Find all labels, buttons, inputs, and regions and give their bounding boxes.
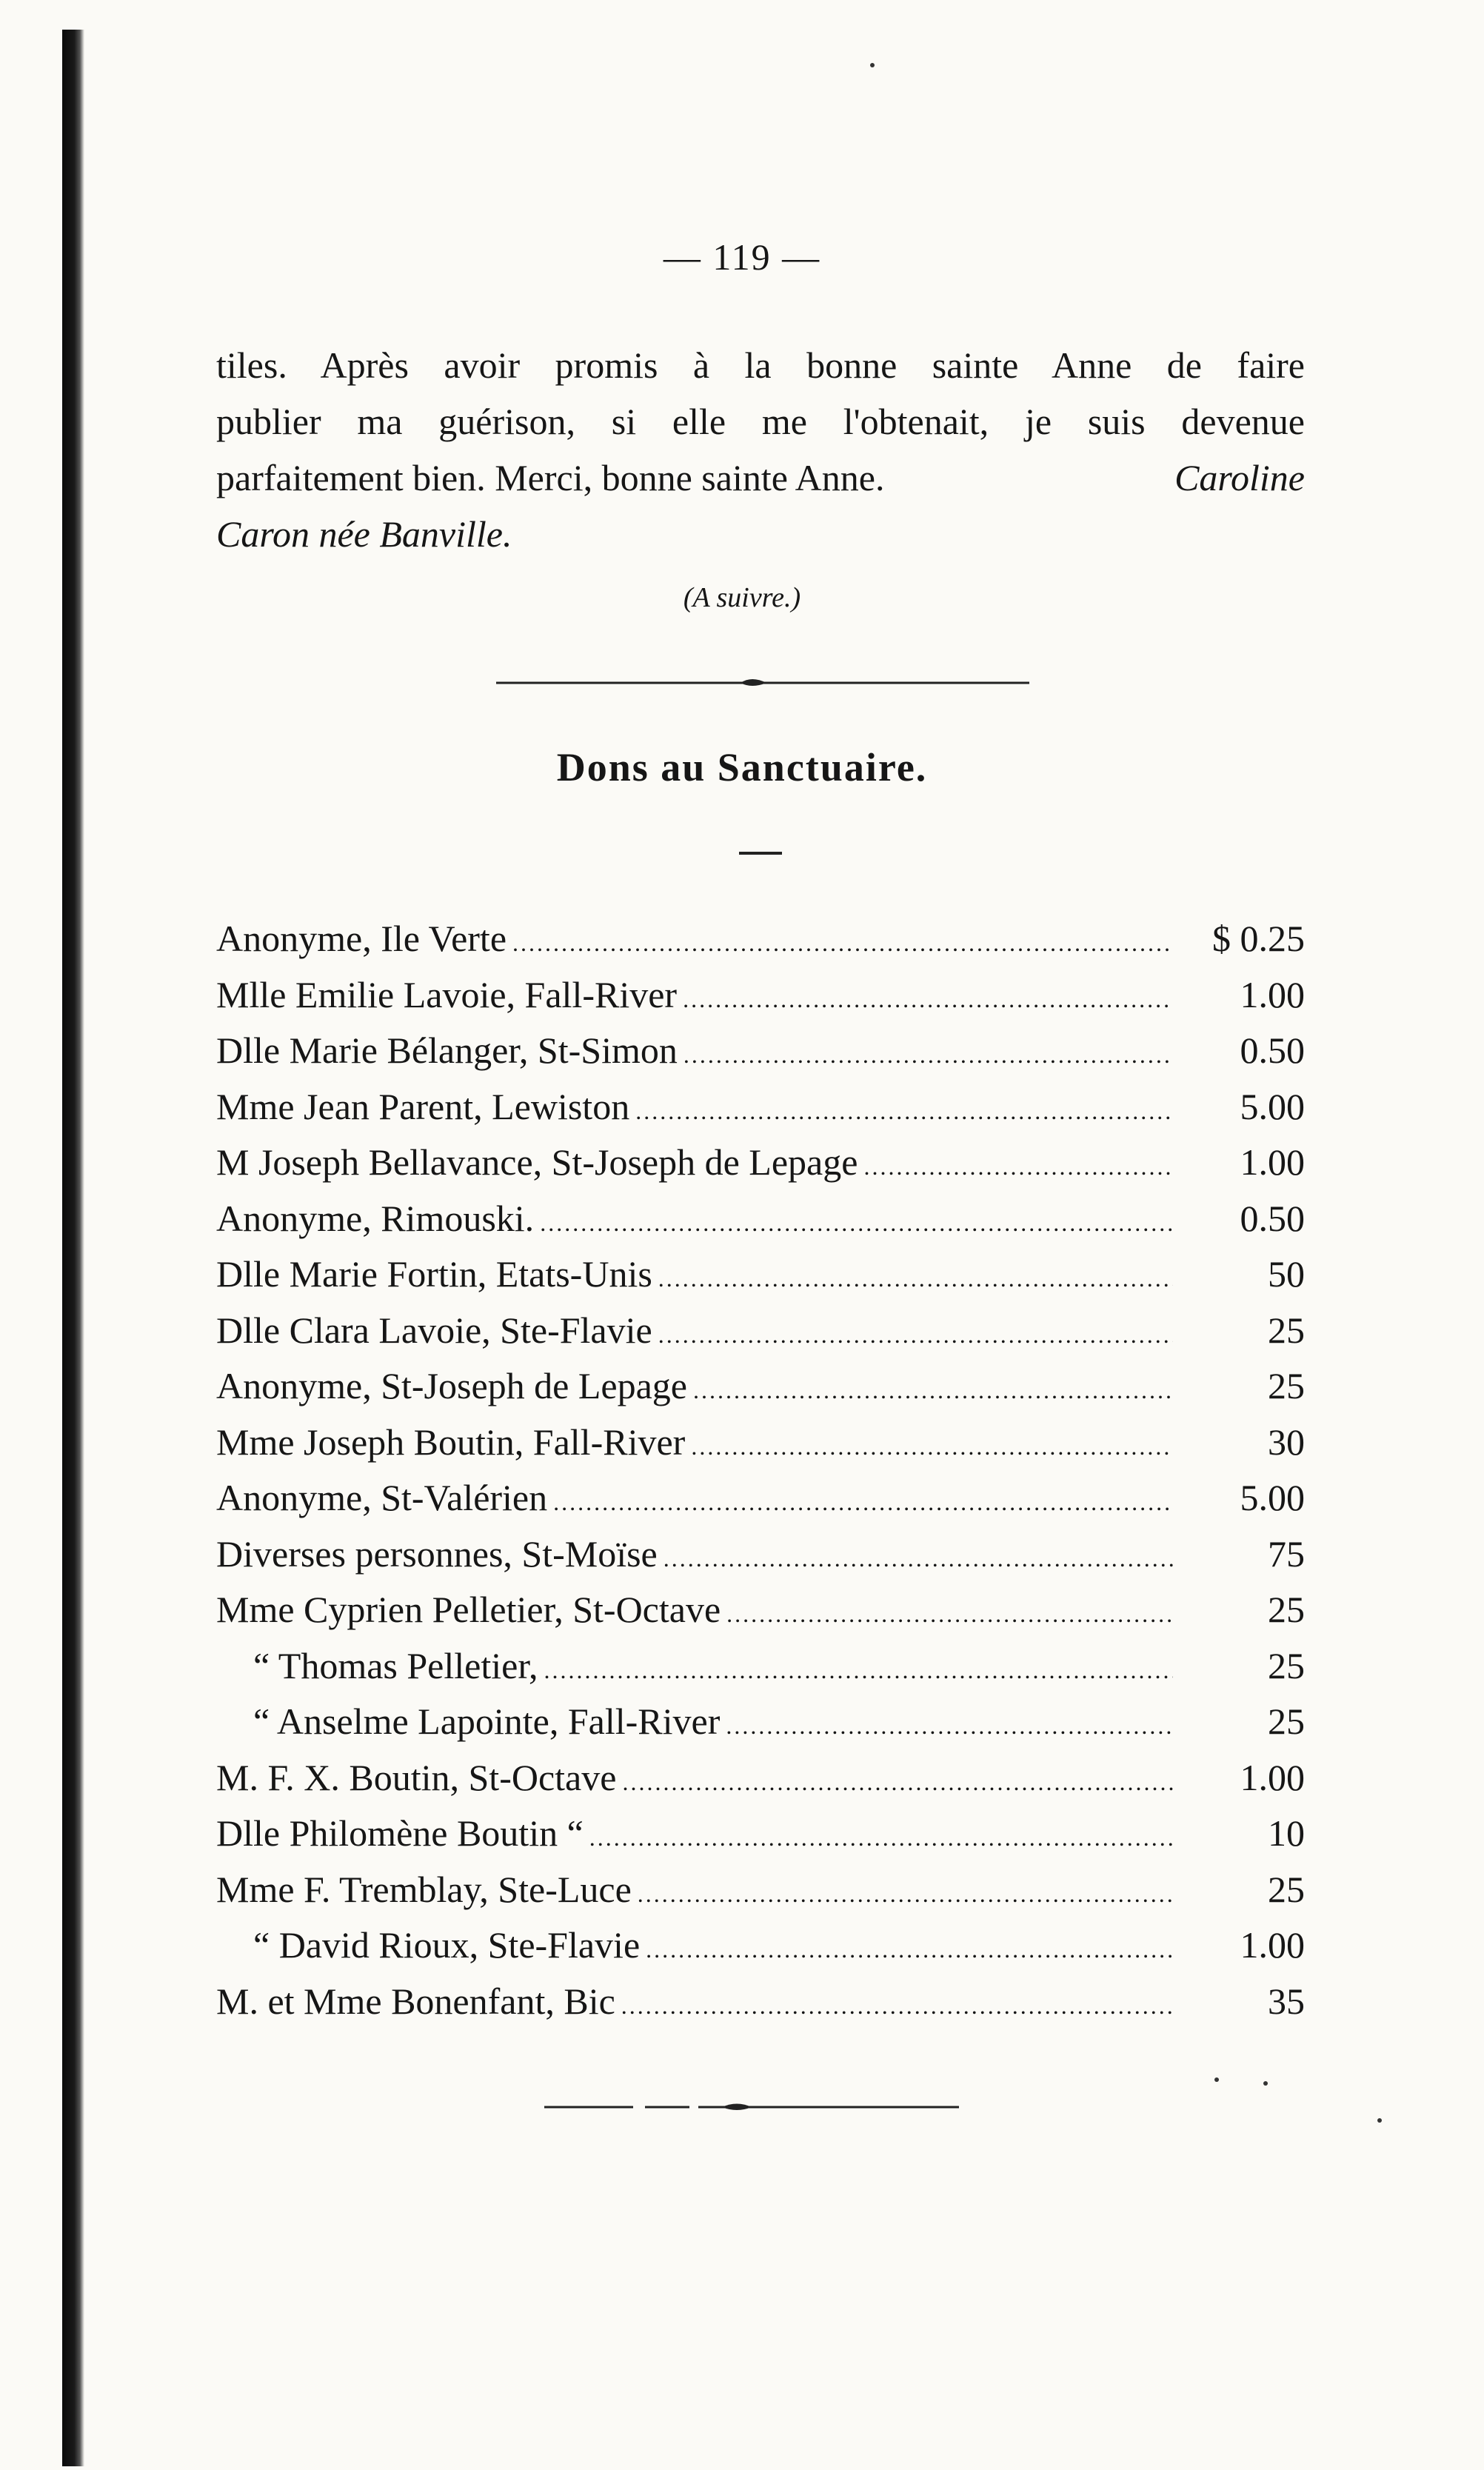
intro-line-1: tiles. Après avoir promis à la bonne sainte Anne de faire — [216, 344, 1305, 386]
ornamental-rule-bottom — [544, 2100, 959, 2114]
dot-leader — [658, 1251, 1173, 1307]
intro-paragraph — [216, 337, 1305, 562]
donation-row — [216, 1358, 1305, 1415]
donation-amount: $ 0.25 — [1212, 918, 1305, 959]
dot-leader — [726, 1586, 1173, 1643]
donor-name: Dlle Philomène Boutin “ — [216, 1812, 584, 1854]
donation-amount: 5.00 — [1240, 1085, 1305, 1127]
dot-leader — [544, 1643, 1173, 1699]
donor-name: M Joseph Bellavance, St-Joseph de Lepage — [216, 1141, 858, 1183]
donor-name: Dlle Marie Fortin, Etats-Unis — [216, 1253, 652, 1295]
donor-name: Anonyme, Rimouski. — [216, 1197, 535, 1239]
donation-row — [216, 1694, 1305, 1750]
donation-row — [216, 1974, 1305, 2030]
dot-leader — [658, 1307, 1173, 1363]
donation-row — [216, 1079, 1305, 1135]
donor-name: M. et Mme Bonenfant, Bic — [216, 1980, 615, 2022]
donation-row — [216, 1023, 1305, 1079]
ornamental-rule-top — [496, 675, 1029, 690]
donation-row — [216, 1415, 1305, 1471]
donation-amount: 25 — [1268, 1309, 1305, 1351]
donor-name: Dlle Clara Lavoie, Ste-Flavie — [216, 1309, 652, 1351]
donation-row — [216, 1750, 1305, 1806]
donation-row — [216, 1526, 1305, 1583]
intro-line-3 — [216, 450, 1305, 506]
donor-name: Mme Cyprien Pelletier, St-Octave — [216, 1589, 721, 1630]
intro-line-3-text: parfaitement bien. Merci, bonne sainte Anne. — [216, 457, 885, 498]
donation-amount: 1.00 — [1240, 973, 1305, 1015]
donor-name: Anonyme, Ile Verte — [216, 918, 507, 959]
print-speck — [1214, 2077, 1219, 2082]
donor-name: “ David Rioux, Ste-Flavie — [253, 1924, 641, 1966]
dot-leader — [621, 1978, 1173, 2035]
dot-leader — [863, 1139, 1173, 1195]
donation-amount: 25 — [1268, 1644, 1305, 1686]
signature-first-name: Caroline — [1174, 457, 1305, 498]
page-number: — 119 — — [663, 236, 821, 278]
donor-name: “ Thomas Pelletier, — [253, 1644, 538, 1686]
print-speck — [870, 63, 875, 67]
donor-name: Mme Joseph Boutin, Fall-River — [216, 1421, 686, 1463]
donation-amount: 25 — [1268, 1365, 1305, 1406]
donation-row — [216, 967, 1305, 1024]
donation-row — [216, 1806, 1305, 1862]
donation-row — [216, 1638, 1305, 1695]
donation-row — [216, 1303, 1305, 1359]
dot-leader — [664, 1531, 1173, 1587]
dot-leader — [683, 972, 1173, 1028]
donation-amount: 30 — [1268, 1421, 1305, 1463]
dot-leader — [512, 915, 1173, 972]
donation-amount: 75 — [1268, 1532, 1305, 1575]
section-separator — [739, 852, 782, 855]
donor-name: Mme Jean Parent, Lewiston — [216, 1085, 630, 1127]
donation-amount: 25 — [1268, 1700, 1305, 1742]
donation-amount: 50 — [1268, 1253, 1305, 1295]
dot-leader — [683, 1027, 1173, 1084]
dot-leader — [635, 1084, 1173, 1140]
donation-amount: 1.00 — [1240, 1756, 1305, 1798]
donation-amount: 35 — [1268, 1980, 1305, 2022]
donation-row — [216, 1135, 1305, 1191]
donation-amount: 5.00 — [1240, 1477, 1305, 1518]
donor-name: Anonyme, St-Valérien — [216, 1477, 548, 1518]
donor-name: M. F. X. Boutin, St-Octave — [216, 1756, 617, 1798]
donations-list — [216, 911, 1305, 2029]
donation-row — [216, 1470, 1305, 1526]
donation-amount: 25 — [1268, 1868, 1305, 1910]
section-title: Dons au Sanctuaire. — [556, 745, 928, 790]
donation-amount: 1.00 — [1240, 1924, 1305, 1966]
print-speck — [1263, 2081, 1268, 2086]
donor-name: Anonyme, St-Joseph de Lepage — [216, 1365, 687, 1406]
dot-leader — [693, 1363, 1173, 1419]
dot-leader — [540, 1195, 1173, 1252]
signature-line: Caron née Banville. — [216, 513, 512, 555]
print-speck — [1377, 2118, 1382, 2123]
donor-name: Mlle Emilie Lavoie, Fall-River — [216, 973, 678, 1015]
donation-amount: 25 — [1268, 1589, 1305, 1630]
donation-row — [216, 911, 1305, 967]
donation-row — [216, 1246, 1305, 1303]
dot-leader — [638, 1866, 1173, 1923]
donation-amount: 1.00 — [1240, 1141, 1305, 1183]
donation-row — [216, 1917, 1305, 1974]
continuation-note: (A suivre.) — [683, 582, 801, 613]
donor-name: Diverses personnes, St-Moïse — [216, 1532, 658, 1575]
dot-leader — [646, 1922, 1173, 1978]
dot-leader — [622, 1755, 1173, 1811]
donor-name: Mme F. Tremblay, Ste-Luce — [216, 1868, 632, 1910]
donation-row — [216, 1191, 1305, 1247]
donation-row — [216, 1582, 1305, 1638]
dot-leader — [726, 1698, 1173, 1755]
donation-amount: 0.50 — [1240, 1029, 1305, 1071]
donation-row — [216, 1862, 1305, 1918]
donation-amount: 10 — [1268, 1812, 1305, 1854]
donation-amount: 0.50 — [1240, 1197, 1305, 1239]
dot-leader — [589, 1810, 1173, 1866]
donor-name: “ Anselme Lapointe, Fall-River — [253, 1700, 721, 1742]
book-binding-edge — [62, 30, 84, 2466]
dot-leader — [691, 1419, 1173, 1475]
dot-leader — [553, 1475, 1173, 1531]
intro-line-2: publier ma guérison, si elle me l'obtenait, je suis devenue — [216, 401, 1305, 442]
donor-name: Dlle Marie Bélanger, St-Simon — [216, 1029, 678, 1071]
